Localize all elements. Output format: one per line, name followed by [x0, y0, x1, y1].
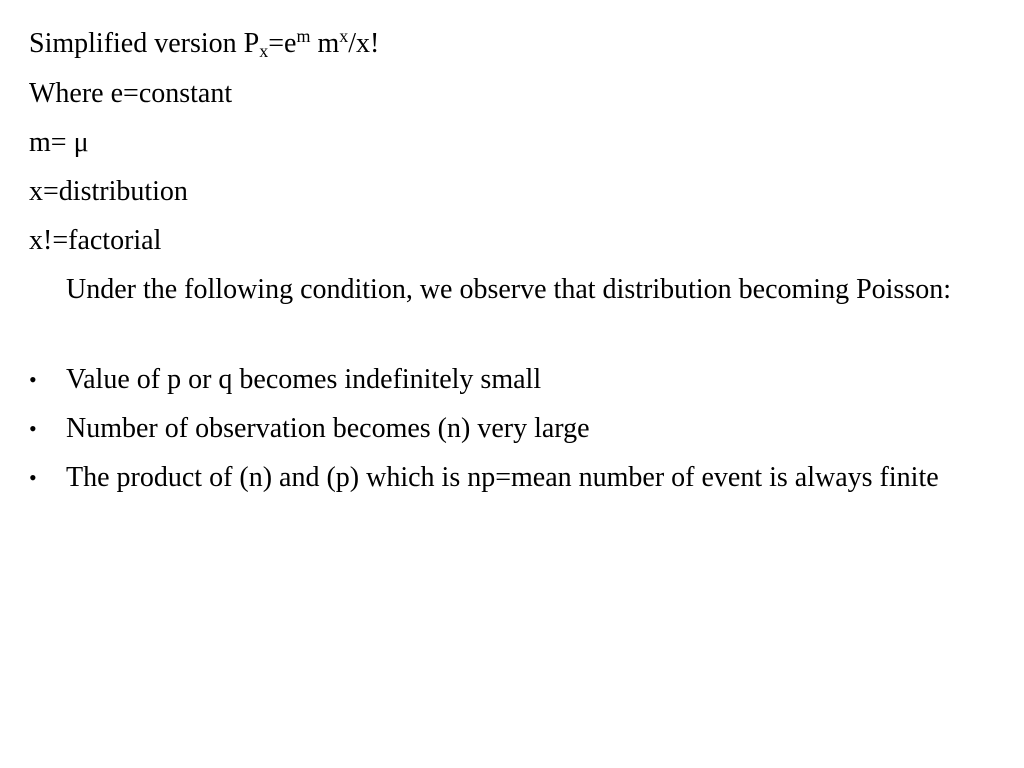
- formula-p-subscript: x: [259, 41, 269, 61]
- definition-factorial: x!=factorial: [29, 225, 162, 256]
- formula-e-superscript: m: [296, 26, 311, 46]
- condition-paragraph: Under the following condition, we observe that distribution becoming Poisson:: [66, 274, 951, 305]
- definition-e: Where e=constant: [29, 78, 233, 109]
- bullet-icon: •: [29, 416, 37, 441]
- bullet-icon: •: [29, 367, 37, 392]
- formula-m: m: [310, 28, 340, 59]
- definition-m: m= μ: [29, 127, 89, 158]
- formula-tail: /x!: [348, 28, 380, 59]
- bullet-text: The product of (n) and (p) which is np=mean number of event is always finite: [66, 462, 939, 493]
- bullet-text: Value of p or q becomes indefinitely small: [66, 364, 542, 395]
- definition-x: x=distribution: [29, 176, 188, 207]
- bullet-icon: •: [29, 465, 37, 490]
- formula-line: [29, 28, 379, 60]
- formula-prefix: Simplified version P: [29, 28, 260, 59]
- bullet-text: Number of observation becomes (n) very large: [66, 413, 590, 444]
- formula-equals-e: =e: [268, 28, 297, 59]
- formula-m-superscript: x: [339, 26, 349, 46]
